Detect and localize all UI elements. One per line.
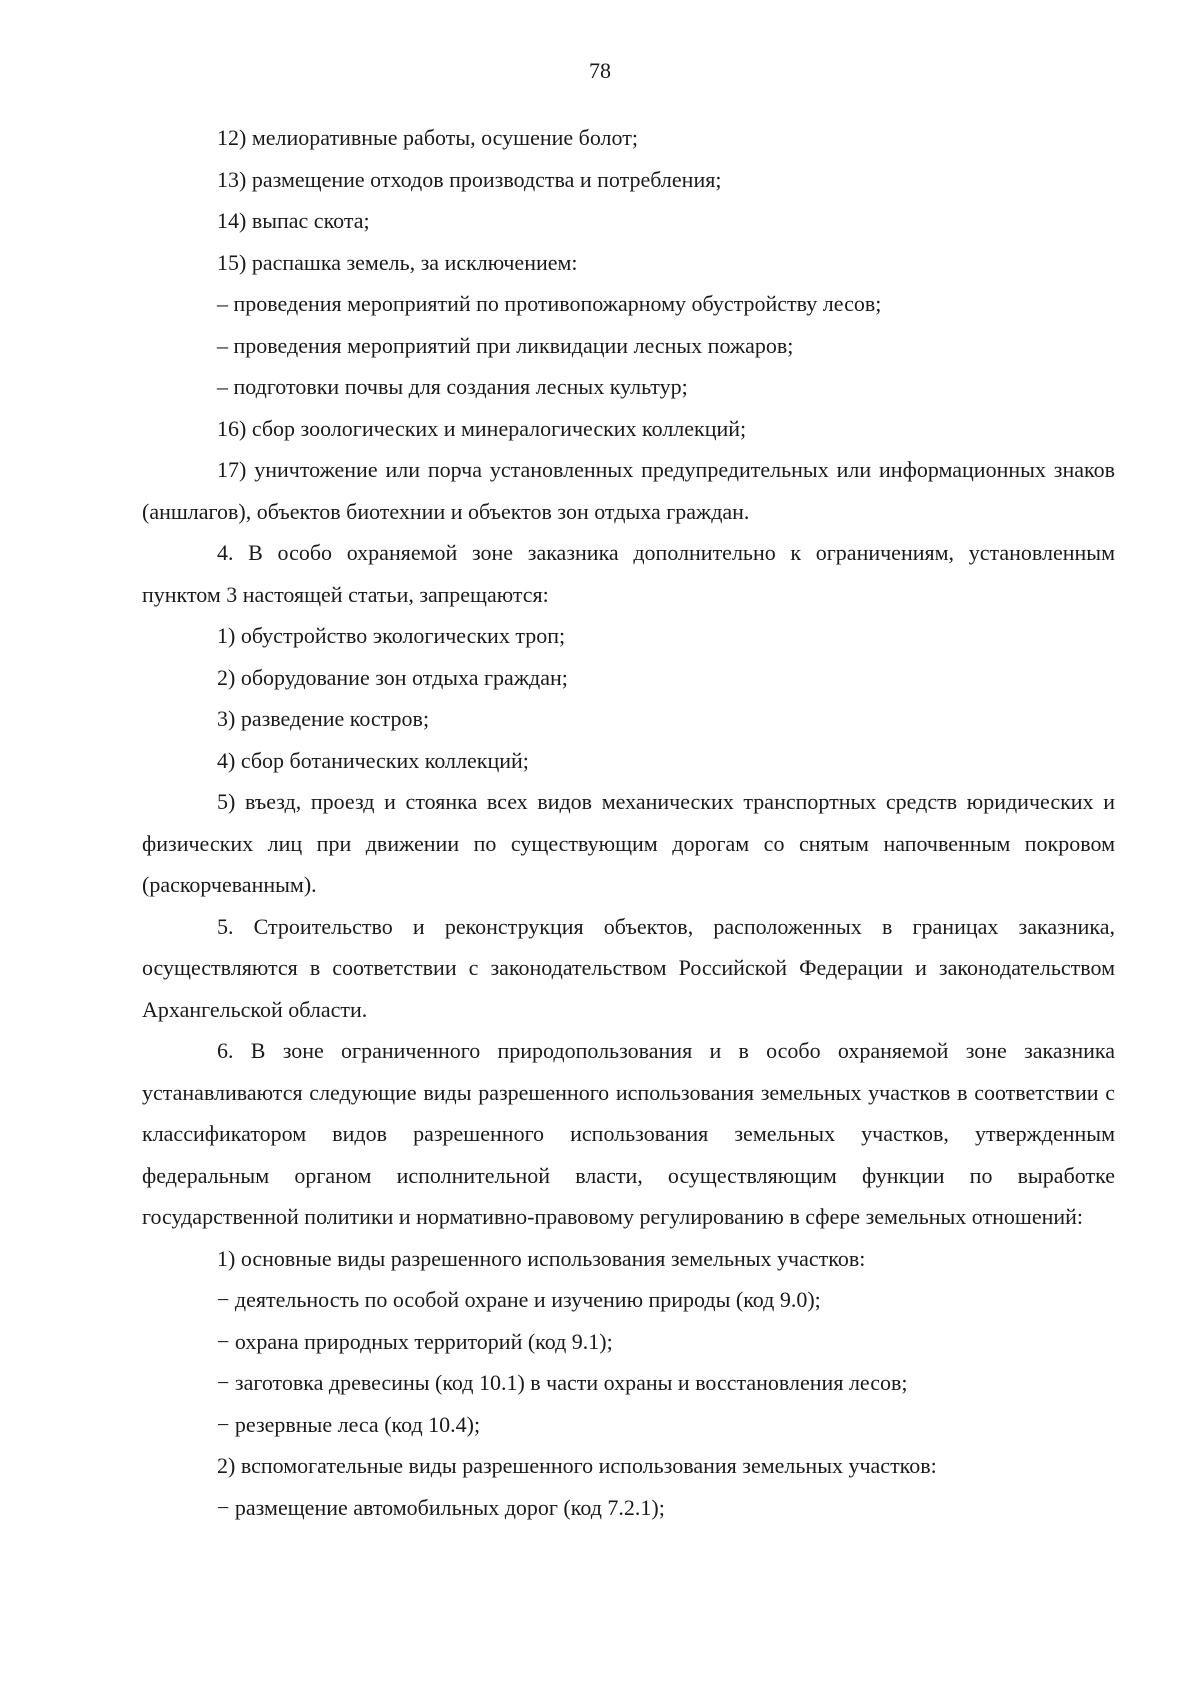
list-item-fire-prevention: – проведения мероприятий по противопожарному обустройству лесов; [217,291,882,316]
paragraph-clause-6: 6. В зоне ограниченного природопользования и в особо охраняемой зоне заказника устанавливаются следующие виды разрешенного использования земельных участков в соответствии с классификатором видов разрешенного использования земельных участков, утвержденным федеральным органом исполнительной власти, осуществляющим функции по выработке государственной политики и нормативно-правовому регулированию в сфере земельных отношений: [142,1038,1115,1229]
list-item-code-10-4: − резервные леса (код 10.4); [217,1411,481,1437]
list-item-code-9-0: − деятельность по особой охране и изучению природы (код 9.0); [217,1287,821,1312]
paragraph-clause-6-item-2: 2) вспомогательные виды разрешенного использования земельных участков: [217,1453,937,1478]
paragraph-clause-4-item-1: 1) обустройство экологических троп; [217,623,566,648]
paragraph-clause-4-item-4: 4) сбор ботанических коллекций; [217,747,529,773]
paragraph-item-14: 14) выпас скота; [217,208,370,233]
paragraph-item-16: 16) сбор зоологических и минералогических коллекций; [217,415,747,441]
paragraph-clause-4-item-3: 3) разведение костров; [217,706,430,731]
paragraph-clause-6-item-1: 1) основные виды разрешенного использования земельных участков: [217,1245,866,1271]
list-item-code-9-1: − охрана природных территорий (код 9.1); [217,1328,613,1354]
paragraph-item-17: 17) уничтожение или порча установленных предупредительных или информационных знаков (аншлагов), объектов биотехнии и объектов зон отдыха граждан. [142,457,1115,524]
list-item-code-7-2-1: − размещение автомобильных дорог (код 7.2.1); [217,1494,665,1520]
paragraph-clause-4-item-2: 2) оборудование зон отдыха граждан; [217,664,568,690]
paragraph-item-13: 13) размещение отходов производства и потребления; [217,166,722,192]
list-item-code-10-1: − заготовка древесины (код 10.1) в части охраны и восстановления лесов; [217,1370,908,1395]
paragraph-item-12: 12) мелиоративные работы, осушение болот; [217,125,638,150]
paragraph-item-15: 15) распашка земель, за исключением: [217,249,578,275]
page-number: 78 [589,58,611,83]
paragraph-clause-4-item-5: 5) въезд, проезд и стоянка всех видов механических транспортных средств юридических и физических лиц при движении по существующим дорогам со снятым напочвенным покровом (раскорчеванным). [142,789,1115,897]
paragraph-clause-4: 4. В особо охраняемой зоне заказника дополнительно к ограничениям, установленным пунктом 3 настоящей статьи, запрещаются: [142,540,1115,607]
document-body [142,117,1115,1528]
paragraph-clause-5: 5. Строительство и реконструкция объектов, расположенных в границах заказника, осуществляются в соответствии с законодательством Российской Федерации и законодательством Архангельской области. [142,913,1115,1022]
list-item-soil-preparation: – подготовки почвы для создания лесных культур; [217,374,688,399]
list-item-fire-elimination: – проведения мероприятий при ликвидации лесных пожаров; [217,332,794,358]
